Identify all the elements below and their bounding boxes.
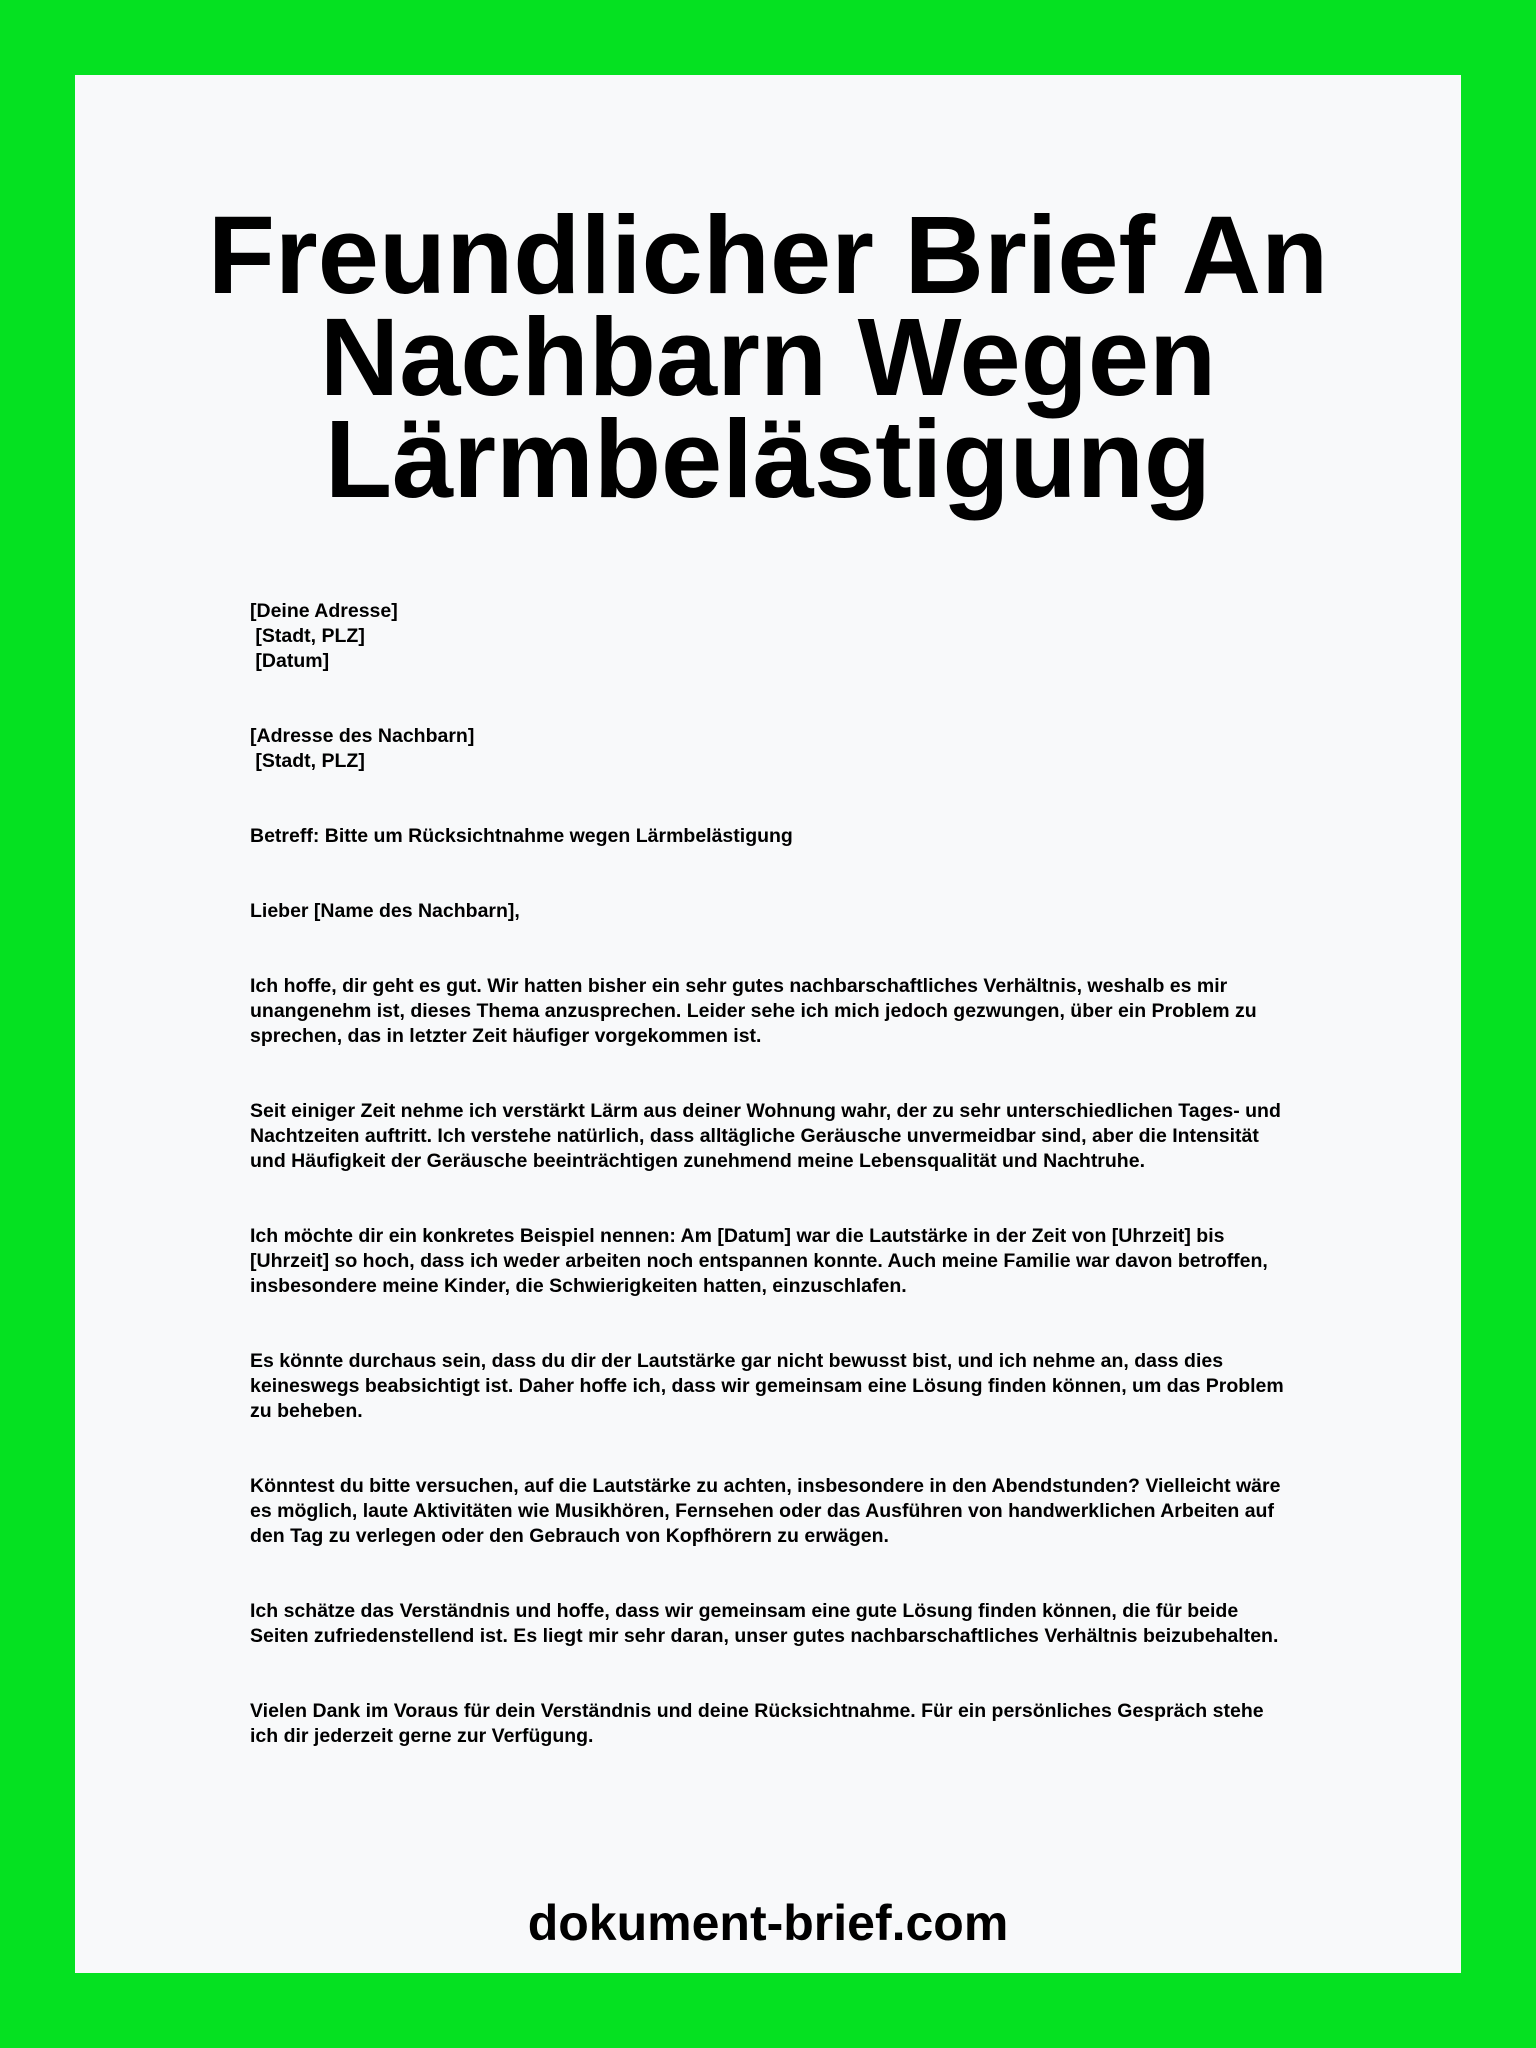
title-line-1: Freundlicher Brief An	[207, 194, 1329, 317]
subject-line: Betreff: Bitte um Rücksichtnahme wegen Lärmbelästigung	[250, 825, 793, 847]
footer-website: dokument-brief.com	[527, 1895, 1009, 1951]
sender-address: [Deine Adresse]	[250, 600, 398, 622]
paragraph-2: Seit einiger Zeit nehme ich verstärkt Lärm aus deiner Wohnung wahr, der zu sehr unterschiedlichen Tages- und Nachtzeiten auftritt. Ich verstehe natürlich, dass alltägliche Geräusche unvermeidbar sind, aber die Intensität und Häufigkeit der Geräusche beeinträchtigen zunehmend meine Lebensqualität und Nachtruhe.	[250, 1100, 1281, 1172]
page-title	[75, 194, 1461, 521]
recipient-city: [Stadt, PLZ]	[250, 750, 365, 772]
letter-body	[250, 599, 1290, 1799]
paragraph-4: Es könnte durchaus sein, dass du dir der Lautstärke gar nicht bewusst bist, und ich nehme an, dass dies keineswegs beabsichtigt ist. Daher hoffe ich, dass wir gemeinsam eine Lösung finden können, um das Problem zu beheben.	[250, 1350, 1284, 1422]
paragraph-5: Könntest du bitte versuchen, auf die Lautstärke zu achten, insbesondere in den Abendstunden? Vielleicht wäre es möglich, laute Aktivitäten wie Musikhören, Fernsehen oder das Ausführen von handwerklichen Arbeiten auf den Tag zu verlegen oder den Gebrauch von Kopfhörern zu erwägen.	[250, 1475, 1281, 1547]
recipient-address: [Adresse des Nachbarn]	[250, 725, 475, 747]
paragraph-7: Vielen Dank im Voraus für dein Verständnis und deine Rücksichtnahme. Für ein persönliches Gespräch stehe ich dir jederzeit gerne zur Verfügung.	[250, 1700, 1264, 1747]
document-page	[75, 75, 1461, 1973]
recipient-block	[250, 724, 1290, 774]
paragraph-1: Ich hoffe, dir geht es gut. Wir hatten bisher ein sehr gutes nachbarschaftliches Verhältnis, weshalb es mir unangenehm ist, dieses Thema anzusprechen. Leider sehe ich mich jedoch gezwungen, über ein Problem zu sprechen, das in letzter Zeit häufiger vorgekommen ist.	[250, 975, 1257, 1047]
sender-date: [Datum]	[250, 650, 330, 672]
sender-block	[250, 599, 1290, 674]
title-line-3: Lärmbelästigung	[324, 398, 1212, 521]
sender-city: [Stadt, PLZ]	[250, 625, 365, 647]
paragraph-3: Ich möchte dir ein konkretes Beispiel nennen: Am [Datum] war die Lautstärke in der Zeit von [Uhrzeit] bis [Uhrzeit] so hoch, dass ich weder arbeiten noch entspannen konnte. Auch meine Familie war davon betroffen, insbesondere meine Kinder, die Schwierigkeiten hatten, einzuschlafen.	[250, 1225, 1268, 1297]
paragraph-6: Ich schätze das Verständnis und hoffe, dass wir gemeinsam eine gute Lösung finden können, die für beide Seiten zufriedenstellend ist. Es liegt mir sehr daran, unser gutes nachbarschaftliches Verhältnis beizubehalten.	[250, 1600, 1279, 1647]
salutation: Lieber [Name des Nachbarn],	[250, 900, 520, 922]
title-line-2: Nachbarn Wegen	[319, 296, 1217, 419]
